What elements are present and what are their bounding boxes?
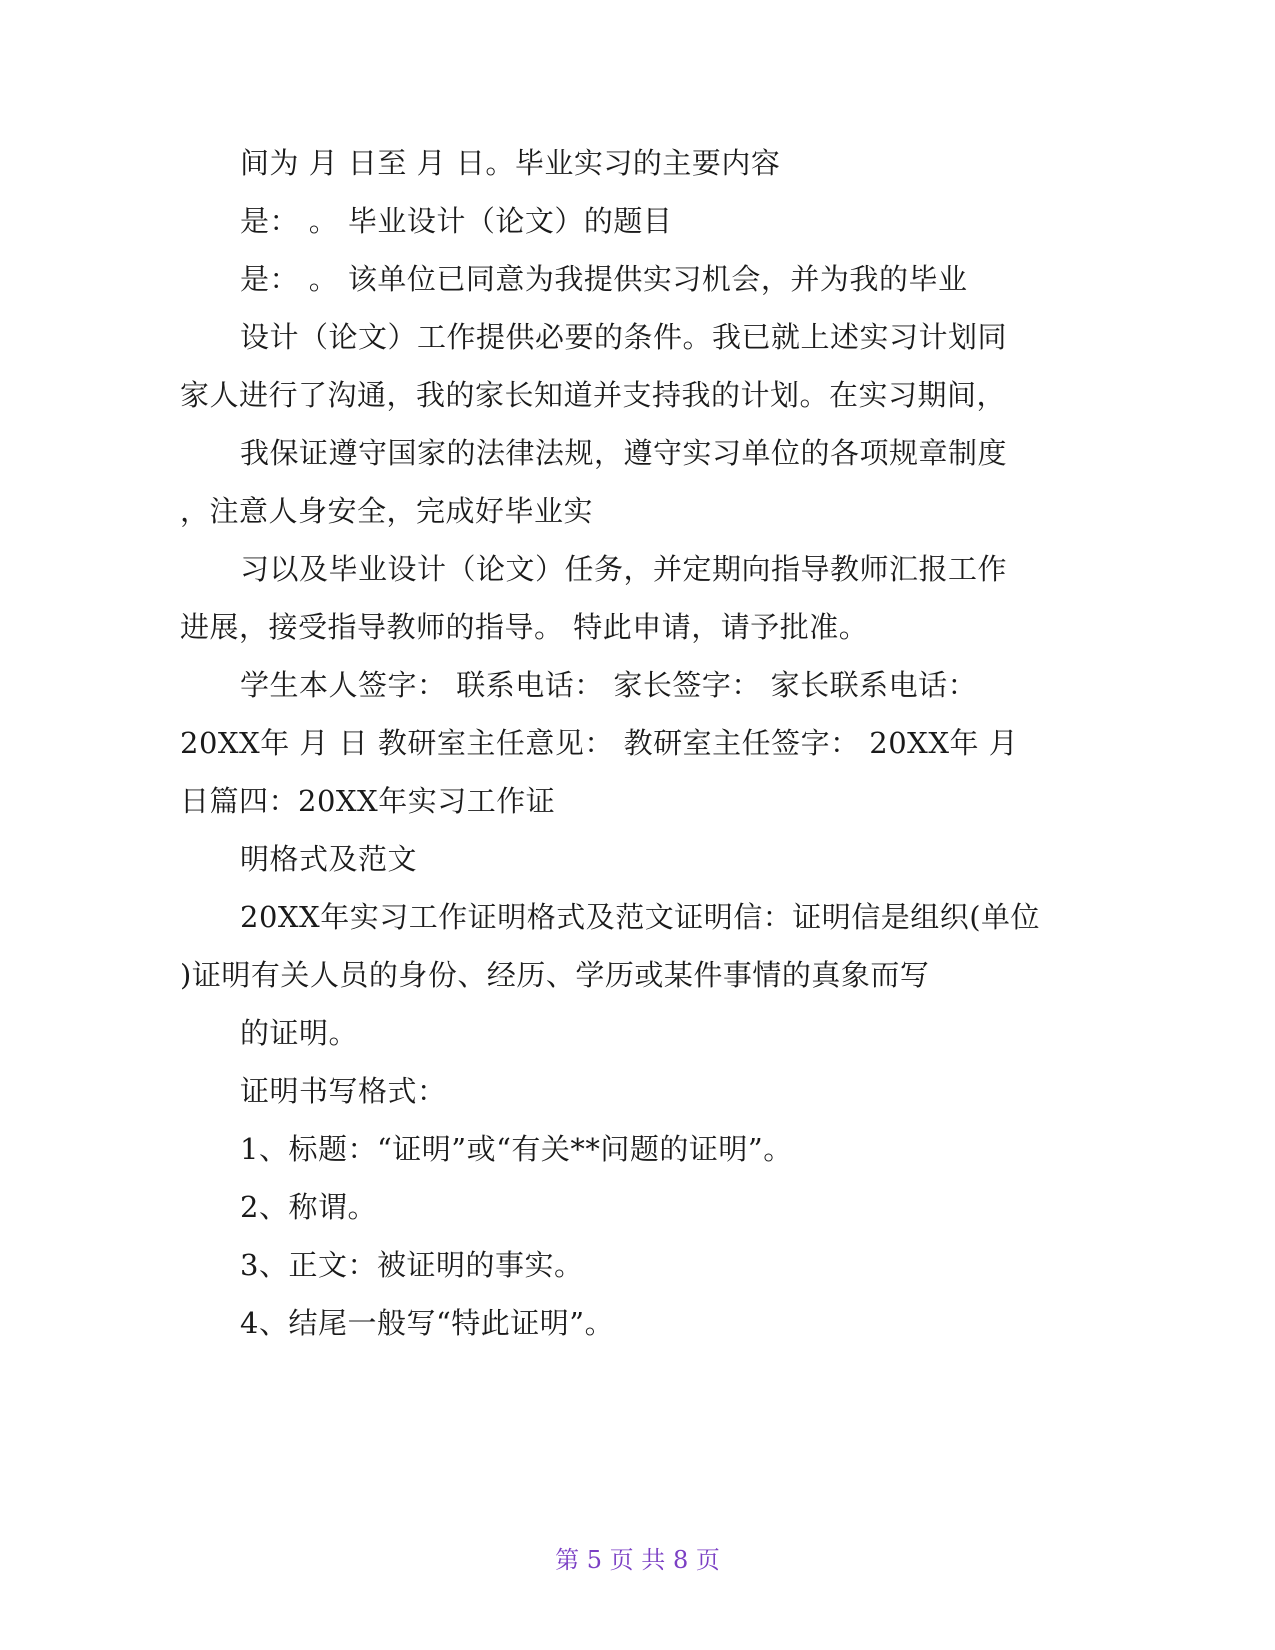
text-line-13: 明格式及范文 <box>240 842 418 876</box>
text-line-1: 间为 月 日至 月 日。毕业实习的主要内容 <box>240 146 781 180</box>
text-line-8: 习以及毕业设计（论文）任务，并定期向指导教师汇报工作 <box>240 552 1008 586</box>
text-line-21: 4、结尾一般写“特此证明”。 <box>240 1306 615 1340</box>
text-line-10: 学生本人签字： 联系电话： 家长签字： 家长联系电话： <box>240 668 978 702</box>
text-line-15: )证明有关人员的身份、经历、学历或某件事情的真象而写 <box>180 958 930 992</box>
text-line-5: 家人进行了沟通，我的家长知道并支持我的计划。在实习期间， <box>180 378 1007 412</box>
text-line-11: 20XX年 月 日 教研室主任意见： 教研室主任签字： 20XX年 月 <box>180 726 1019 760</box>
text-line-17: 证明书写格式： <box>240 1074 447 1108</box>
text-line-16: 的证明。 <box>240 1016 359 1050</box>
text-line-18: 1、标题：“证明”或“有关**问题的证明”。 <box>240 1132 793 1166</box>
text-line-19: 2、称谓。 <box>240 1190 377 1224</box>
text-line-12: 日篇四：20XX年实习工作证 <box>180 784 556 818</box>
text-line-20: 3、正文：被证明的事实。 <box>240 1248 584 1282</box>
text-line-4: 设计（论文）工作提供必要的条件。我已就上述实习计划同 <box>240 320 1008 354</box>
text-line-3: 是： 。 该单位已同意为我提供实习机会，并为我的毕业 <box>240 262 968 296</box>
text-line-7: ，注意人身安全，完成好毕业实 <box>180 494 594 528</box>
text-line-2: 是： 。 毕业设计（论文）的题目 <box>240 204 673 238</box>
text-line-9: 进展，接受指导教师的指导。 特此申请，请予批准。 <box>180 610 869 644</box>
page-number-footer: 第 5 页 共 8 页 <box>555 1546 720 1574</box>
text-line-6: 我保证遵守国家的法律法规，遵守实习单位的各项规章制度 <box>240 436 1008 470</box>
text-line-14: 20XX年实习工作证明格式及范文证明信：证明信是组织(单位 <box>240 900 1041 934</box>
